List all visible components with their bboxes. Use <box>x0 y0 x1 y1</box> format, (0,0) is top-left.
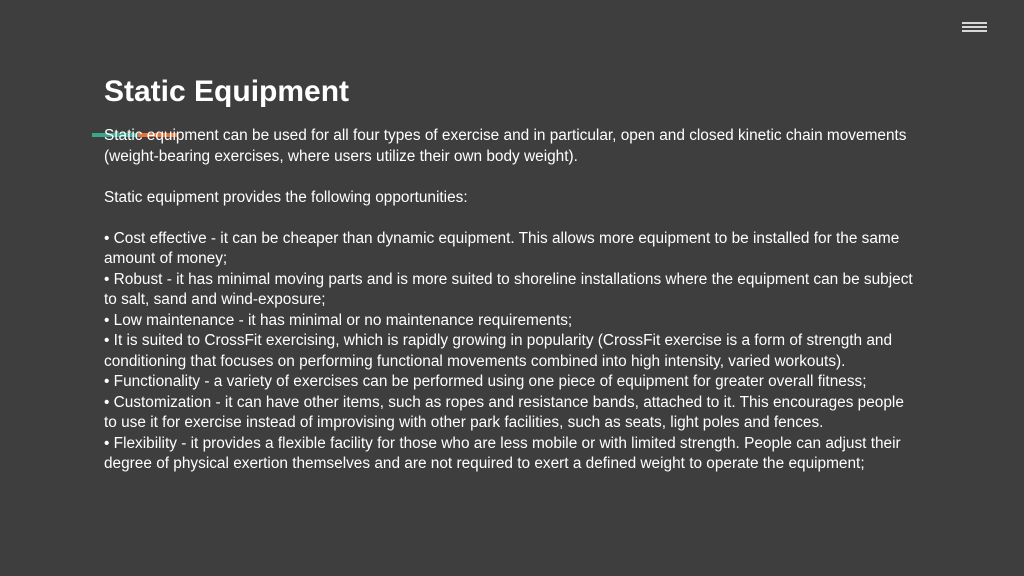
hamburger-menu-icon[interactable] <box>962 21 988 35</box>
bullet-item: • Cost effective - it can be cheaper than dynamic equipment. This allows more equipment to be installed for the same amount of money; <box>104 229 900 267</box>
intro-paragraph: Static equipment can be used for all four types of exercise and in particular, open and closed kinetic chain movements (weight-bearing exercises, where users utilize their own body weight). <box>104 127 907 165</box>
bullet-item: • Flexibility - it provides a flexible facility for those who are less mobile or with limited strength. People can adjust their degree of physical exertion themselves and are not required to exert a defined weight to operate the equipment; <box>104 434 901 472</box>
bullet-item: • It is suited to CrossFit exercising, which is rapidly growing in popularity (CrossFit exercise is a form of strength and conditioning that focuses on performing functional movements combined into high intensity, varied workouts). <box>104 332 893 370</box>
slide-title: Static Equipment <box>104 75 350 108</box>
menu-line <box>962 26 987 28</box>
slide-body <box>104 126 916 475</box>
bullet-item: • Functionality - a variety of exercises can be performed using one piece of equipment for greater overall fitness; <box>104 373 867 390</box>
bullet-item: • Robust - it has minimal moving parts and is more suited to shoreline installations where the equipment can be subject to salt, sand and wind-exposure; <box>104 270 913 308</box>
menu-line <box>962 22 987 24</box>
bullet-item: • Low maintenance - it has minimal or no maintenance requirements; <box>104 311 573 329</box>
menu-line <box>962 30 987 32</box>
lead-paragraph: Static equipment provides the following opportunities: <box>104 188 468 206</box>
paragraph-spacer <box>104 167 916 188</box>
paragraph-spacer <box>104 208 916 229</box>
bullet-item: • Customization - it can have other items, such as ropes and resistance bands, attached to it. This encourages people to use it for exercise instead of improvising with other park facilities, such as seats, light poles and fences. <box>104 393 904 431</box>
